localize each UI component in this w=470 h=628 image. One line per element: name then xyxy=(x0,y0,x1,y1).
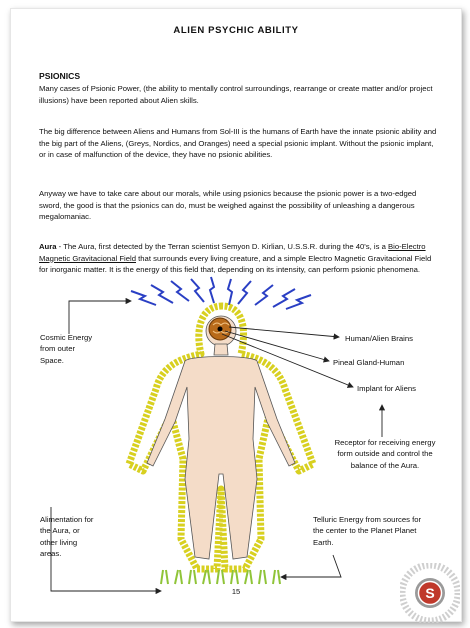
paragraph-intro: Many cases of Psionic Power, (the ability to mentally control surroundings, rearrange or create matter and/or project illusions) have been reported about Alien skills. xyxy=(39,84,433,105)
label-receptor: Receptor for receiving energy form outside and control the balance of the Aura. xyxy=(334,438,436,470)
page-number: 15 xyxy=(231,587,241,596)
label-cosmic-energy: Cosmic Energy from outer Space. xyxy=(40,333,93,365)
page-title: ALIEN PSYCHIC ABILITY xyxy=(173,25,299,36)
telluric-roots xyxy=(161,570,280,584)
aura-text-after: that surrounds every living creature, and a simple Electro Magnetic Gravitacional Field for inorganic matter. It is the energy of this field that, depending on its intensity, can perform psionic phenomena. xyxy=(39,253,432,275)
label-telluric-energy: Telluric Energy from sources for the center to the Planet Planet Earth. xyxy=(313,515,422,547)
watermark-letter: S xyxy=(425,585,435,601)
document-page xyxy=(10,8,462,622)
aura-field-term: Bio-Electro Magnetic Gravitacional Field xyxy=(39,242,426,263)
section-heading: PSIONICS xyxy=(39,71,81,81)
paragraph-difference: The big difference between Aliens and Humans from Sol-III is the humans of Earth have the innate psionic ability and the big part of the Aliens, (Greys, Nordics, and Oranges) need a special psionic implant. Without the psionic implant, or in case of malfunction of the device, they have no psionic abilities. xyxy=(39,127,437,160)
label-pineal-gland: Pineal Gland-Human xyxy=(333,358,405,367)
site-watermark-logo xyxy=(400,563,460,623)
aura-lead: Aura xyxy=(39,242,57,251)
aura-text-before: - The Aura, first detected by the Terran scientist Semyon D. Kirlian, U.S.S.R. during the 40's, is a xyxy=(56,242,388,251)
human-body xyxy=(147,316,295,559)
label-brains: Human/Alien Brains xyxy=(345,334,413,343)
label-implant: Implant for Aliens xyxy=(357,384,416,393)
label-alimentation: Alimentation for the Aura, or other living areas. xyxy=(40,515,94,558)
paragraph-morals: Anyway we have to take care about our morals, while using psionics because the psionic power is a two-edged sword, the good is that the psionics can do, must be weighed against the possibility of unleashing a dangerous megalomaniac. xyxy=(39,189,417,222)
